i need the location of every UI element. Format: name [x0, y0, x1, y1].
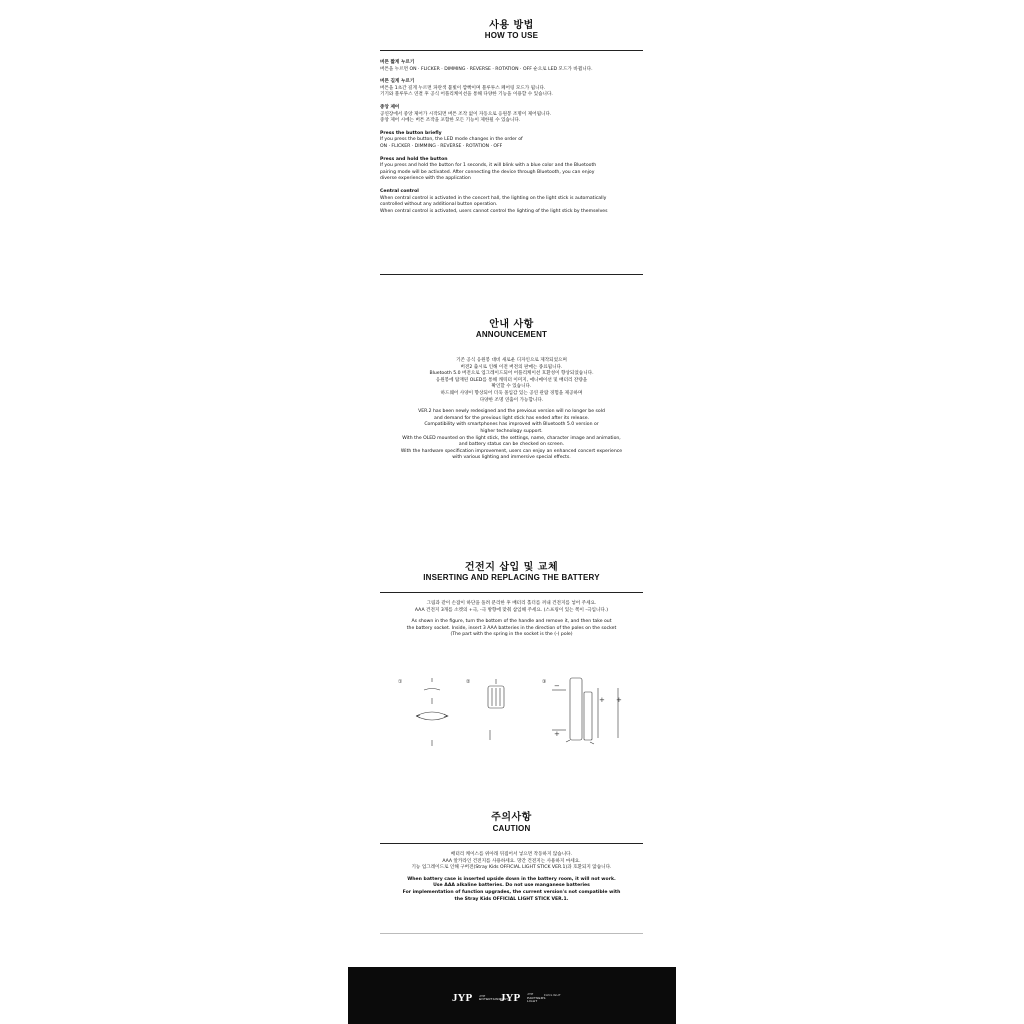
how-to-use-title-en: HOW TO USE	[484, 31, 539, 40]
battery-body	[380, 601, 643, 639]
instruction-line: 중앙 제어 시에는 버튼 조작을 포함한 모든 기능이 제한될 수 있습니다.	[380, 118, 521, 124]
announcement-body	[380, 358, 643, 462]
announcement-title-ko: 안내 사항	[489, 319, 534, 330]
instruction-line: 공연장에서 중앙 제어가 시작되면 버튼 조작 없이 자동으로 응원봉 조명이 제어됩니다.	[380, 111, 552, 117]
jyp-entertainment-logo: JYP JYP ENTERTAINMENT	[452, 992, 509, 1005]
announcement-line: 버전2 출시로 인해 이전 버전의 판매는 종료됩니다.	[460, 364, 563, 370]
instruction-line: 기기와 블루투스 연결 후 공식 어플리케이션을 통해 다양한 기능을 이용할 수 있습니다.	[380, 92, 553, 98]
caution-korean	[380, 852, 643, 872]
instruction-heading: Press the button briefly	[380, 130, 442, 136]
battery-line: As shown in the figure, turn the bottom of the handle and remove it, and then take out	[411, 619, 612, 625]
instruction-line: diverse experience with the application	[380, 176, 471, 182]
how-to-use-body	[380, 60, 643, 215]
battery-diagram	[380, 674, 643, 752]
battery-korean	[380, 601, 643, 614]
instruction-heading: Press and hold the button	[380, 156, 448, 162]
jyp-partners-logo: JYP JYP PARTNERS LIGHT	[500, 991, 546, 1005]
how-to-use-english	[380, 131, 643, 216]
announcement-english	[380, 409, 643, 462]
instruction-heading: Central control	[380, 188, 419, 194]
caution-english	[380, 877, 643, 903]
battery-title-en: INSERTING AND REPLACING THE BATTERY	[423, 573, 600, 582]
caution-line: When battery case is inserted upside down in the battery room, it will not work.	[407, 876, 616, 882]
instruction-line: ON · FLICKER · DIMMING · REVERSE · ROTATION · OFF	[380, 143, 503, 149]
footer-bar	[348, 967, 676, 1024]
fanlight-logo: FANLIGHT	[544, 993, 562, 997]
how-to-use-title-ko: 사용 방법	[489, 20, 534, 31]
step-1-marker: ①	[398, 679, 403, 685]
instruction-block	[380, 60, 643, 73]
section-divider	[380, 274, 643, 275]
instruction-heading: 중앙 제어	[380, 104, 400, 110]
plus-sign: +	[554, 730, 560, 738]
instruction-block	[380, 131, 643, 151]
announcement-korean	[380, 358, 643, 404]
instruction-block	[380, 79, 643, 99]
announcement-line: 하드웨어 사양이 향상되어 더욱 몰입감 있는 공연 관람 경험을 제공하며	[440, 390, 583, 396]
battery-english	[380, 619, 643, 639]
instruction-block	[380, 105, 643, 125]
instruction-heading: 버튼 짧게 누르기	[380, 60, 415, 65]
instruction-block	[380, 189, 643, 215]
section-divider	[380, 592, 643, 593]
step-2-marker: ②	[466, 679, 471, 685]
battery-title-ko: 건전지 삽입 및 교체	[464, 562, 559, 573]
announcement-line: higher technology support.	[480, 428, 543, 434]
battery-line: 그림과 같이 손잡이 하단을 돌려 분리한 후 배터리 홀더를 꺼내 건전지를 넣어 주세요.	[426, 601, 597, 606]
announcement-line: Compatibility with smartphones has improved with Bluetooth 5.0 version or	[424, 422, 599, 428]
minus-sign: −	[554, 682, 560, 690]
caution-line: AAA 알카라인 건전지를 사용하세요. 망간 건전지는 사용하지 마세요.	[442, 858, 581, 864]
caution-line: the Stray Kids OFFICIAL LIGHT STICK VER.1.	[454, 896, 569, 902]
announcement-line: 기존 공식 응원봉 대비 새로운 디자인으로 제작되었으며	[456, 358, 567, 363]
instruction-line: 버튼을 1초간 길게 누르면 파란색 불빛이 깜빡이며 블루투스 페어링 모드가 됩니다.	[380, 85, 546, 91]
plus-sign: +	[599, 696, 605, 704]
instruction-block	[380, 157, 643, 183]
caution-line: 배터리 케이스를 위아래 뒤집어서 넣으면 작동하지 않습니다.	[450, 852, 573, 857]
how-to-use-korean	[380, 60, 643, 125]
instruction-line: 버튼을 누르면 ON · FLICKER · DIMMING · REVERSE · ROTATION · OFF 순으로 LED 모드가 바뀝니다.	[380, 66, 593, 72]
announcement-line: 다양한 조명 연출이 가능합니다.	[479, 397, 544, 403]
instruction-heading: 버튼 길게 누르기	[380, 79, 415, 85]
caution-title-en: CAUTION	[492, 824, 531, 833]
battery-line: AAA 건전지 3개를 소켓의 +극, -극 방향에 맞춰 삽입해 주세요. (스프링이 있는 쪽이 -극입니다.)	[414, 607, 609, 613]
section-divider	[380, 933, 643, 934]
announcement-line: VER.2 has been newly redesigned and the previous version will no longer be sold	[418, 409, 605, 415]
announcement-line: and battery status can be checked on screen.	[458, 442, 565, 448]
instruction-line: If you press and hold the button for 1 seconds, it will blink with a blue color and the Bluetooth	[380, 163, 597, 169]
announcement-line: With the hardware specification improvement, users can enjoy an enhanced concert experience	[400, 448, 623, 454]
battery-line: (The part with the spring in the socket is the (-) pole)	[450, 632, 573, 638]
caution-line: 기능 업그레이드로 인해 구버전(Stray Kids OFFICIAL LIGHT STICK VER.1)과 호환되지 않습니다.	[411, 865, 612, 871]
instruction-line: When central control is activated, users cannot control the lighting of the light stick by themselves	[380, 208, 608, 214]
instruction-line: If you press the button, the LED mode changes in the order of	[380, 137, 523, 143]
announcement-line: With the OLED mounted on the light stick, the settings, name, character image and animation,	[402, 435, 621, 441]
announcement-line: Bluetooth 5.0 버전으로 업그레이드되어 어플리케이션 호환성이 향상되었습니다.	[429, 371, 594, 377]
announcement-title-en: ANNOUNCEMENT	[475, 330, 548, 339]
section-divider	[380, 50, 643, 51]
caution-line: Use AAA alkaline batteries. Do not use manganese batteries	[433, 883, 590, 889]
instruction-line: pairing mode will be activated. After connecting the device through Bluetooth, you can enjoy	[380, 169, 595, 175]
caution-title-ko: 주의사항	[491, 812, 532, 823]
announcement-line: with various lighting and immersive special effects.	[452, 455, 571, 461]
step-3-marker: ③	[542, 679, 547, 685]
section-divider	[380, 843, 643, 844]
caution-line: For implementation of function upgrades, the current version's not compatible with	[402, 889, 621, 895]
caution-body	[380, 852, 643, 903]
plus-sign: +	[616, 696, 622, 704]
announcement-line: 확인할 수 있습니다.	[491, 384, 532, 390]
instruction-line: controlled without any additional button operation.	[380, 202, 498, 208]
announcement-line: 응원봉에 탑재된 OLED를 통해 캐릭터 이미지, 애니메이션 및 배터리 잔량을	[435, 377, 588, 383]
instruction-line: When central control is activated in the concert hall, the lighting on the light stick is automatically	[380, 195, 607, 201]
battery-line: the battery socket. Inside, insert 3 AAA batteries in the direction of the poles on the socket	[406, 625, 617, 631]
announcement-line: and demand for the previous light stick has ended after its release.	[434, 415, 589, 421]
